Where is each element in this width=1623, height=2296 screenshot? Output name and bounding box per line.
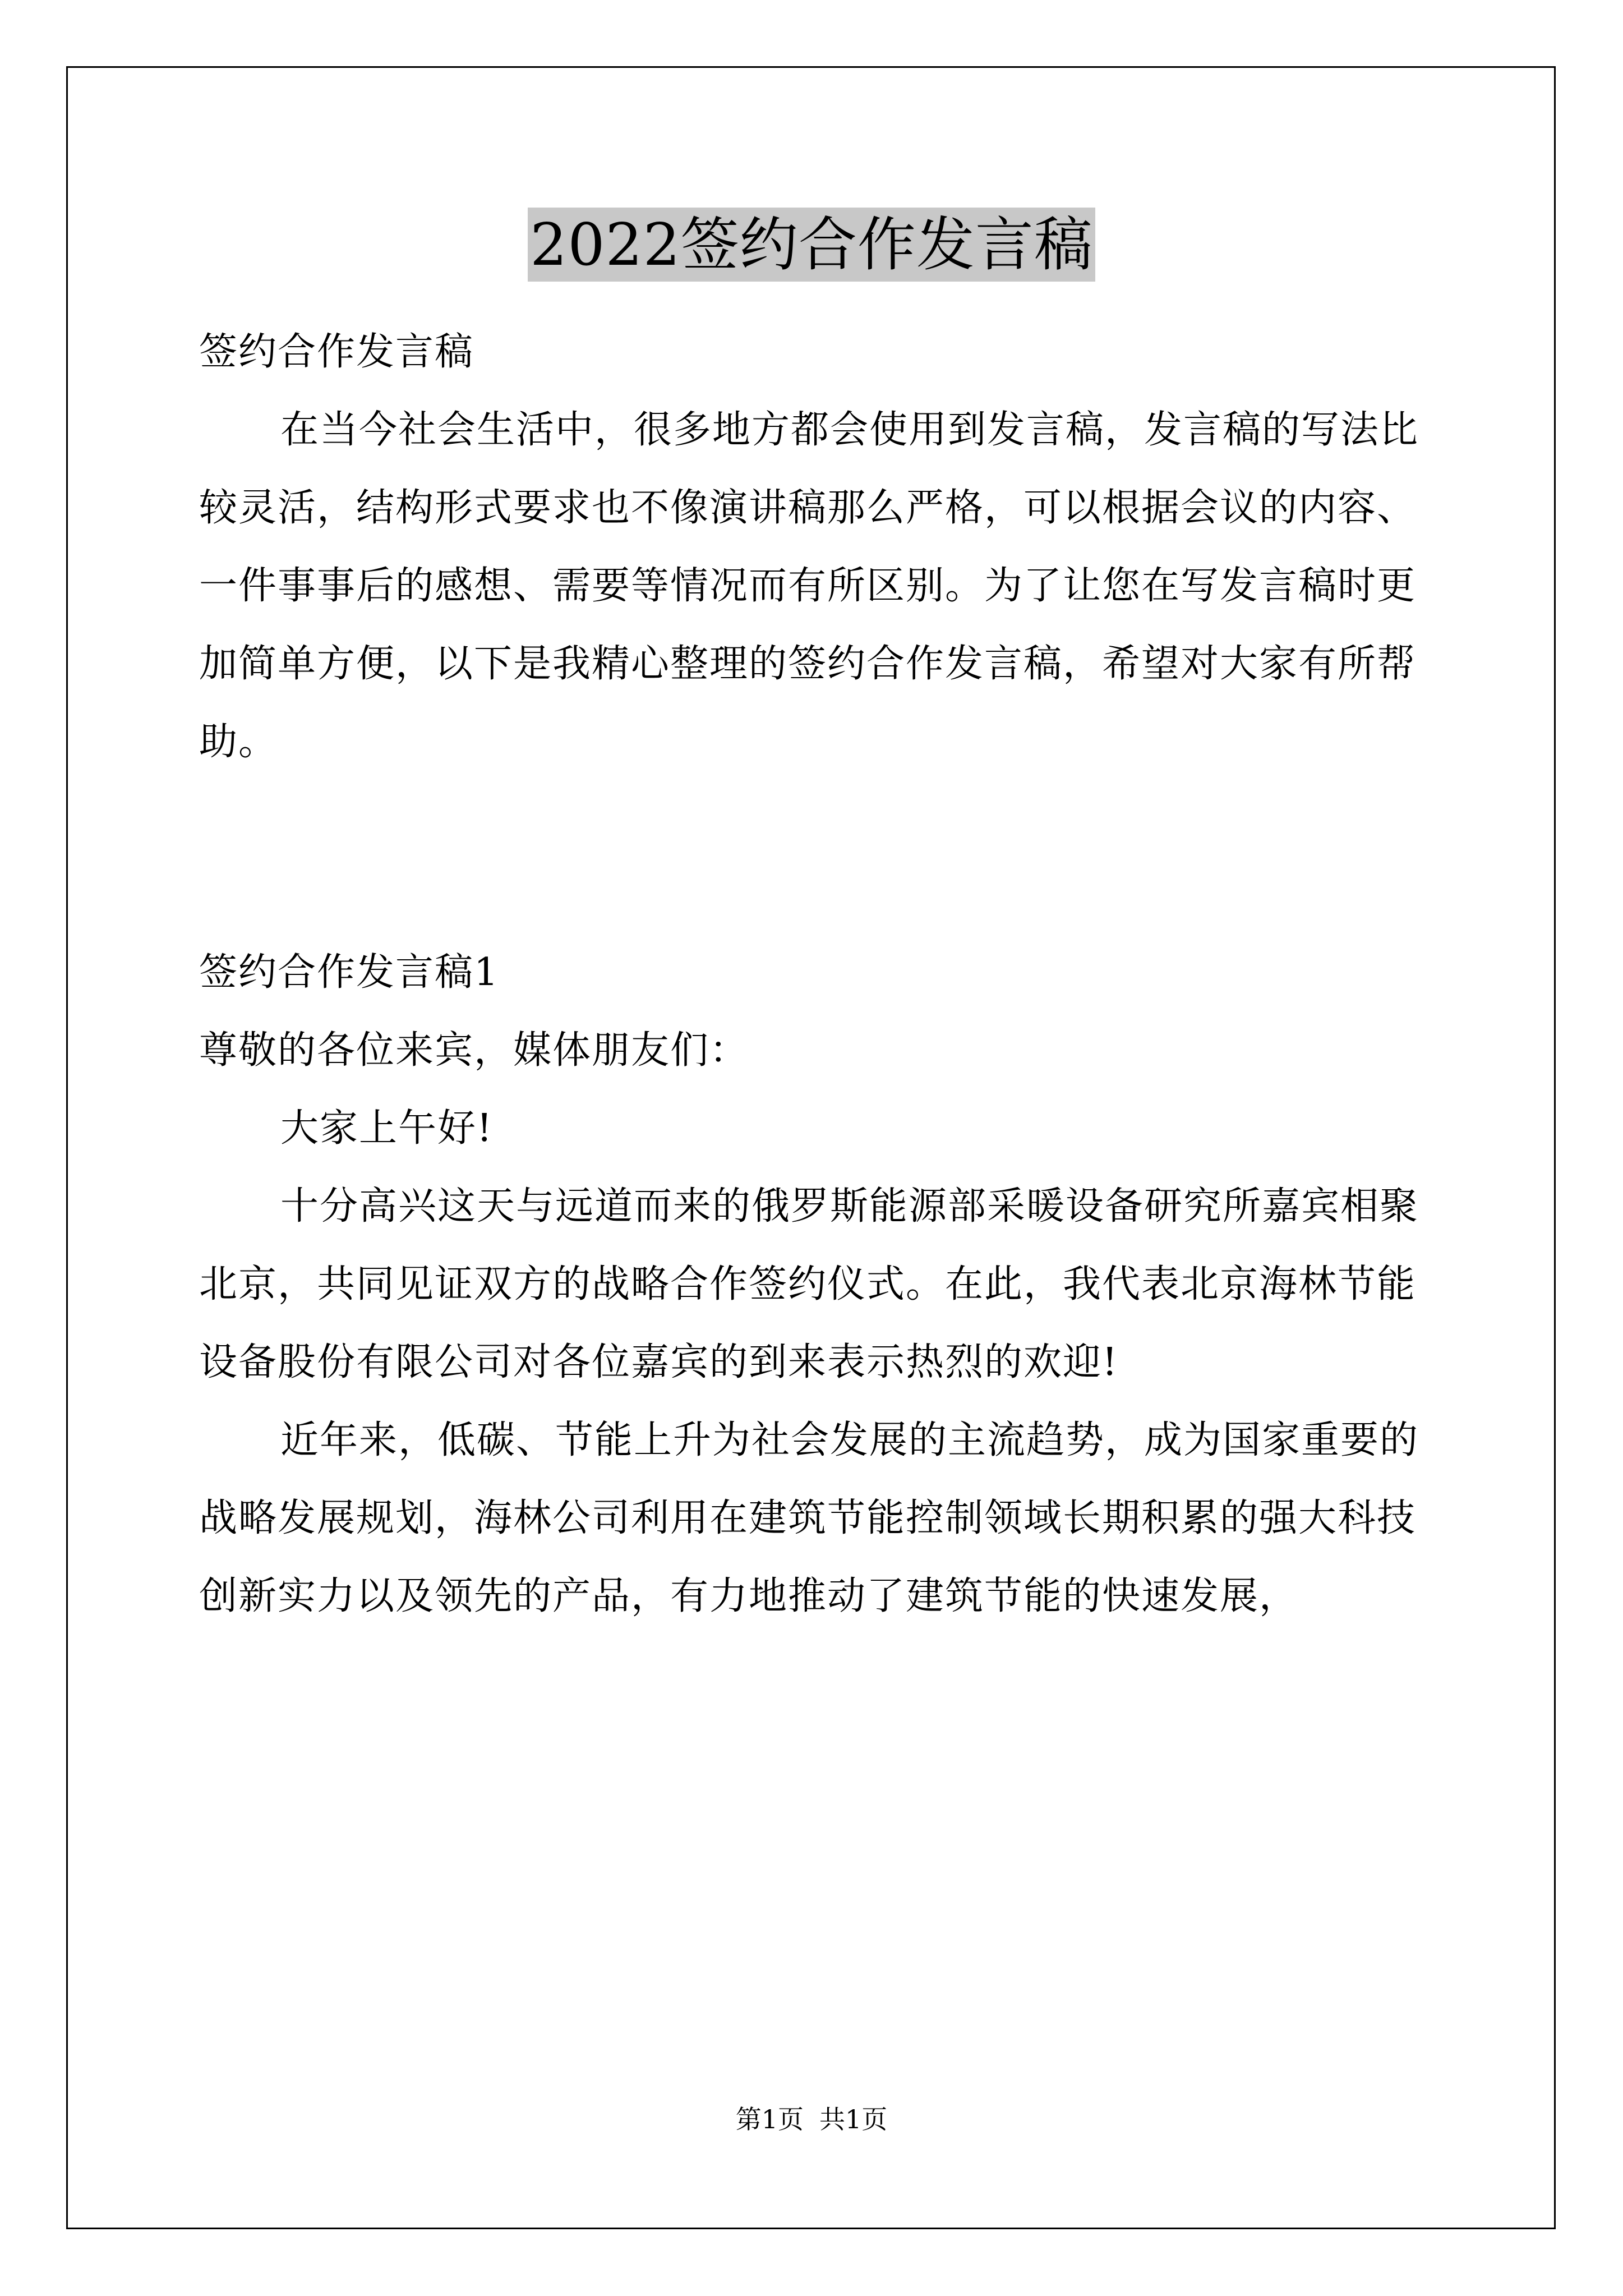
body-paragraph: 十分高兴这天与远道而来的俄罗斯能源部采暖设备研究所嘉宾相聚北京，共同见证双方的战略合作签约仪式。在此，我代表北京海林节能设备股份有限公司对各位嘉宾的到来表示热烈的欢迎! xyxy=(199,1184,1419,1384)
page-footer xyxy=(0,2102,1623,2136)
paragraph-spacer xyxy=(199,781,1427,933)
document-title: 2022签约合作发言稿 xyxy=(528,208,1095,282)
greeting: 大家上午好! xyxy=(280,1106,494,1151)
section-heading: 签约合作发言稿1 xyxy=(199,950,500,995)
page-number: 第1页 xyxy=(735,2104,804,2134)
subtitle-line: 签约合作发言稿 xyxy=(199,330,474,374)
salutation: 尊敬的各位来宾，媒体朋友们： xyxy=(199,1028,749,1073)
page-total: 共1页 xyxy=(819,2104,888,2134)
body-paragraph: 近年来，低碳、节能上升为社会发展的主流趋势，成为国家重要的战略发展规划，海林公司利用在建筑节能控制领域长期积累的强大科技创新实力以及领先的产品，有力地推动了建筑节能的快速发展， xyxy=(199,1418,1419,1618)
title-container xyxy=(0,208,1623,282)
intro-paragraph: 在当今社会生活中，很多地方都会使用到发言稿，发言稿的写法比较灵活，结构形式要求也不像演讲稿那么严格，可以根据会议的内容、一件事事后的感想、需要等情况而有所区别。为了让您在写发言稿时更加简单方便，以下是我精心整理的签约合作发言稿，希望对大家有所帮助。 xyxy=(199,408,1419,764)
document-body xyxy=(199,313,1427,1635)
